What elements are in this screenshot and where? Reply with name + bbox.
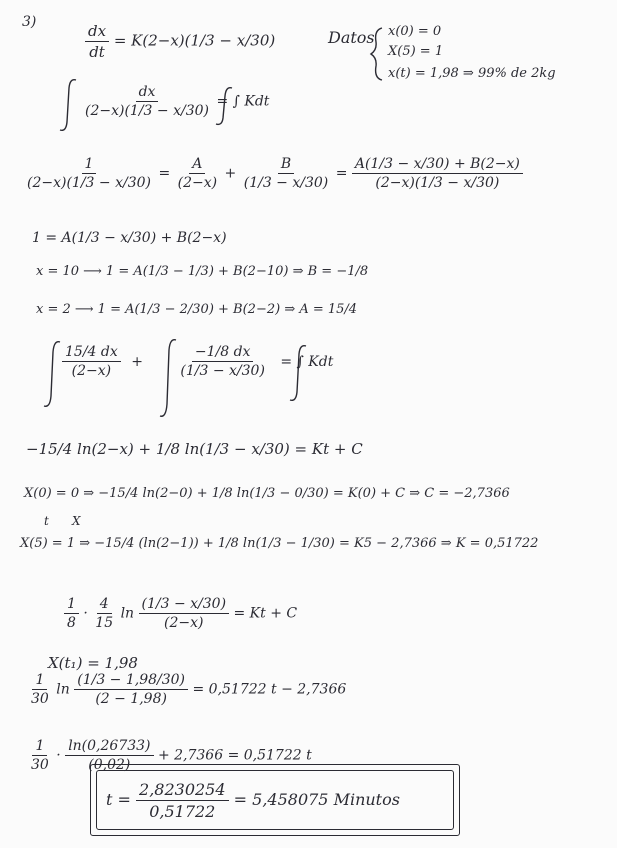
combined-ln-den: (2−x)	[164, 615, 204, 631]
pf-a-num: A	[189, 156, 205, 174]
ode-lhs-num: dx	[85, 22, 109, 42]
pf-b-den: (1/3 − x/30)	[243, 175, 329, 191]
split-first-num: 15/4 dx	[62, 344, 121, 362]
split-second-den: (1/3 − x/30)	[180, 363, 265, 379]
num-rhs: + 2,7366 = 0,51722 t	[157, 747, 312, 764]
split-second-num: −1/8 dx	[192, 344, 254, 362]
combined-rhs: = Kt + C	[233, 605, 298, 622]
numeric-step: $\frac{1}{30}$ · $\frac{\ln(0,26733)}{(0,02)}$ + 2,7366 = 0,51722 t	[31, 738, 312, 773]
pf-sum-num: A(1/3 − x/30) + B(2−x)	[352, 156, 523, 174]
pf-lhs-den: (2−x)(1/3 − x/30)	[27, 175, 151, 191]
equation-line-2: x = 10 ⟶ 1 = A(1/3 − 1/3) + B(2−10) ⇒ B = −1/8	[36, 264, 369, 279]
log-solution: −15/4 ln(2−x) + 1/8 ln(1/3 − x/30) = Kt + C	[26, 440, 363, 458]
pf-sum-den: (2−x)(1/3 − x/30)	[375, 175, 500, 191]
integral-setup	[82, 84, 269, 119]
integral-rhs: = ∫ Kdt	[216, 93, 270, 110]
equation-line-1: 1 = A(1/3 − x/30) + B(2−x)	[32, 230, 227, 246]
integral-num: dx	[136, 84, 159, 102]
pf-lhs-num: 1	[82, 156, 97, 174]
partial-fractions: $\frac{1}{(2-x)(1/3 - x/30)}$ = $\frac{A}{(2-x)}$ + $\frac{B}{(1/3 - x/30)}$ = $\frac{A(1/3 - x/30) + B(2-x)}{(2-x)(1/3 - x/30)}$	[24, 156, 523, 191]
initial-condition-1: X(0) = 0 ⇒ −15/4 ln(2−0) + 1/8 ln(1/3 − 0/30) = K(0) + C ⇒ C = −2,7366	[24, 486, 510, 501]
split-first-den: (2−x)	[71, 363, 112, 379]
initial-condition-2: X(5) = 1 ⇒ −15/4 (ln(2−1)) + 1/8 ln(1/3 − 1/30) = K5 − 2,7366 ⇒ K = 0,51722	[20, 536, 539, 551]
ic1-note-t: t	[44, 514, 49, 528]
pf-b-num: B	[278, 156, 294, 174]
sub-ln-num: (1/3 − 1,98/30)	[74, 672, 188, 690]
final-answer	[106, 780, 400, 821]
pf-a-den: (2−x)	[177, 175, 218, 191]
datos-label: Datos	[328, 28, 375, 47]
final-result: = 5,458075 Minutos	[233, 790, 400, 809]
combined-ln-num: (1/3 − x/30)	[139, 596, 230, 614]
final-den: 0,51722	[149, 802, 216, 821]
split-integral: $\frac{15/4 dx}{(2-x)}$ + $\frac{-1/8 dx}{(1/3 - x/30)}$ = ∫ Kdt	[62, 344, 333, 379]
datos-item-3: x(t) = 1,98 ⇒ 99% de 2kg	[388, 66, 556, 81]
ode-rhs: = K(2−x)(1/3 − x/30)	[113, 31, 276, 50]
final-t-label: t =	[106, 790, 131, 809]
problem-number: 3)	[22, 14, 37, 30]
sub-ln-den: (2 − 1,98)	[95, 691, 167, 707]
num-ln-den: (0,02)	[88, 757, 131, 773]
ic1-note-x: X	[72, 514, 81, 528]
combined-equation: $\frac{1}{8}$ · $\frac{4}{15}$ ln $\frac{(1/3 - x/30)}{(2-x)}$ = Kt + C	[64, 596, 297, 631]
integral-den: (2−x)(1/3 − x/30)	[85, 103, 209, 119]
x-t1: X(t₁) = 1,98	[48, 654, 138, 672]
equation-line-3: x = 2 ⟶ 1 = A(1/3 − 2/30) + B(2−2) ⇒ A = 15/4	[36, 302, 358, 317]
datos-item-2: X(5) = 1	[388, 44, 444, 59]
ode-lhs-den: dt	[89, 43, 105, 61]
final-num: 2,8230254	[136, 780, 229, 801]
substitution-step: $\frac{1}{30}$ ln $\frac{(1/3 - 1,98/30)}{(2 - 1,98)}$ = 0,51722 t − 2,7366	[31, 672, 347, 707]
sub-rhs: = 0,51722 t − 2,7366	[192, 681, 347, 698]
split-rhs: = ∫ Kdt	[280, 353, 334, 370]
datos-item-1: x(0) = 0	[388, 24, 442, 39]
num-ln-num: ln(0,26733)	[65, 738, 153, 756]
